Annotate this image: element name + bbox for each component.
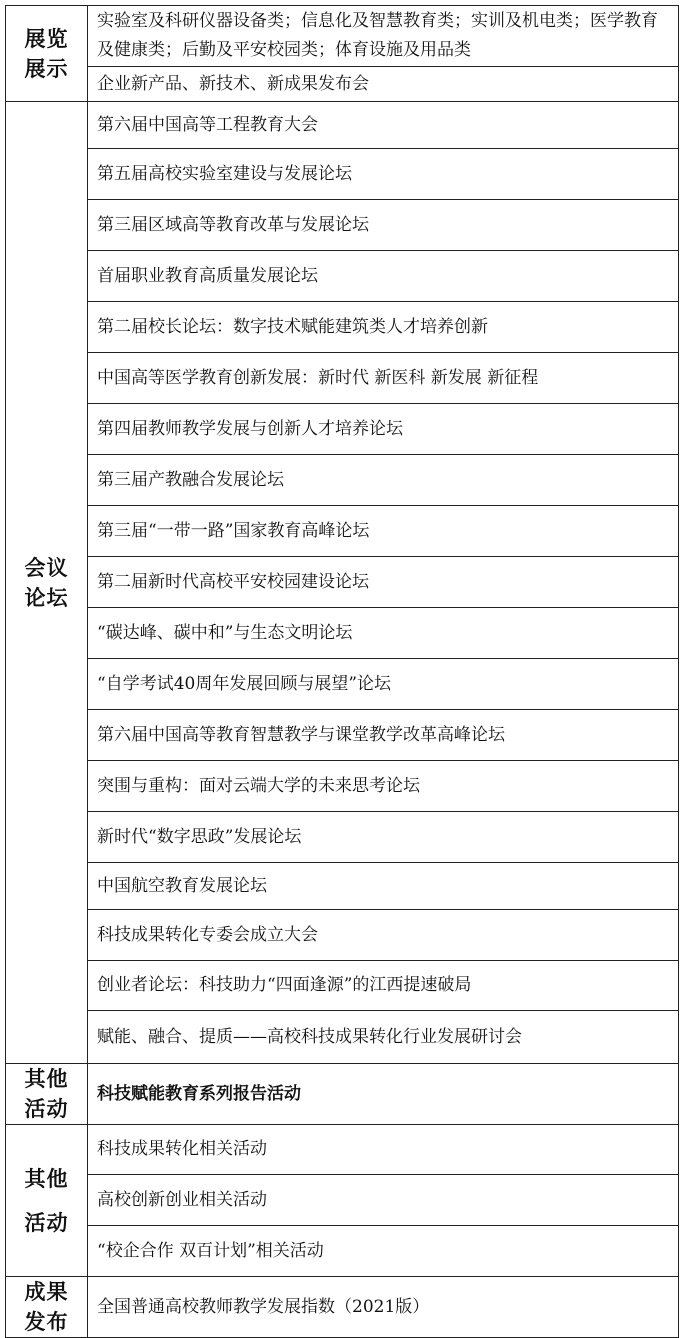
category-label: 其他活动 (24, 1066, 69, 1121)
forum-item: “碳达峰、碳中和”与生态文明论坛 (88, 608, 679, 659)
forum-item: 第二届校长论坛：数字技术赋能建筑类人才培养创新 (88, 302, 679, 353)
category-cell-results-release (6, 1277, 88, 1338)
forum-item: 第五届高校实验室建设与发展论坛 (88, 149, 679, 200)
release-item: 全国普通高校教师教学发展指数（2021版） (88, 1277, 679, 1338)
table-row (6, 149, 679, 200)
table-row (6, 200, 679, 251)
table-row (6, 910, 679, 961)
category-cell-forums (6, 102, 88, 1064)
table-row (6, 455, 679, 506)
forum-item: 第三届产教融合发展论坛 (88, 455, 679, 506)
forum-item: 科技成果转化专委会成立大会 (88, 910, 679, 961)
table-row (6, 1277, 679, 1338)
forum-item: 赋能、融合、提质——高校科技成果转化行业发展研讨会 (88, 1011, 679, 1064)
category-cell-other-activities (6, 1125, 88, 1277)
category-label: 会议论坛 (24, 554, 69, 610)
table-row (6, 863, 679, 910)
table-row (6, 557, 679, 608)
table-row (6, 1226, 679, 1277)
table-row (6, 102, 679, 149)
forum-item: 新时代“数字思政”发展论坛 (88, 812, 679, 863)
forum-item: 第六届中国高等教育智慧教学与课堂教学改革高峰论坛 (88, 710, 679, 761)
table-row (6, 1175, 679, 1226)
table-row (6, 353, 679, 404)
category-label: 展览展示 (24, 25, 69, 81)
table-row (6, 608, 679, 659)
table-row (6, 812, 679, 863)
category-cell-exhibition (6, 6, 88, 102)
table-row (6, 961, 679, 1011)
table-row (6, 1011, 679, 1064)
forum-item: 第六届中国高等工程教育大会 (88, 102, 679, 149)
table-row (6, 251, 679, 302)
forum-item: “自学考试40周年发展回顾与展望”论坛 (88, 659, 679, 710)
forum-item: 第三届“一带一路”国家教育高峰论坛 (88, 506, 679, 557)
forum-item: 首届职业教育高质量发展论坛 (88, 251, 679, 302)
activity-item: 科技成果转化相关活动 (88, 1125, 679, 1175)
category-label: 其他活动 (24, 1165, 69, 1235)
table-row (6, 506, 679, 557)
exhibition-item: 实验室及科研仪器设备类；信息化及智慧教育类；实训及机电类；医学教育及健康类；后勤及平安校园类；体育设施及用品类 (88, 6, 679, 67)
exhibition-item: 企业新产品、新技术、新成果发布会 (88, 67, 679, 102)
table-row (6, 404, 679, 455)
activity-item: 高校创新创业相关活动 (88, 1175, 679, 1226)
table-row (6, 710, 679, 761)
category-cell-other-activities (6, 1064, 88, 1125)
table-row (6, 659, 679, 710)
forum-item: 第三届区域高等教育改革与发展论坛 (88, 200, 679, 251)
table-row (6, 6, 679, 67)
table-row (6, 761, 679, 812)
event-schedule-table (5, 5, 679, 1338)
forum-item: 创业者论坛：科技助力“四面逢源”的江西提速破局 (88, 961, 679, 1011)
forum-item: 第二届新时代高校平安校园建设论坛 (88, 557, 679, 608)
activity-item: “校企合作 双百计划”相关活动 (88, 1226, 679, 1277)
table-row (6, 302, 679, 353)
forum-item: 中国高等医学教育创新发展：新时代 新医科 新发展 新征程 (88, 353, 679, 404)
table-row (6, 67, 679, 102)
forum-item: 第四届教师教学发展与创新人才培养论坛 (88, 404, 679, 455)
table-row (6, 1125, 679, 1175)
activity-item: 科技赋能教育系列报告活动 (88, 1064, 679, 1125)
table-row (6, 1064, 679, 1125)
category-label: 成果发布 (24, 1279, 69, 1334)
forum-item: 突围与重构：面对云端大学的未来思考论坛 (88, 761, 679, 812)
forum-item: 中国航空教育发展论坛 (88, 863, 679, 910)
